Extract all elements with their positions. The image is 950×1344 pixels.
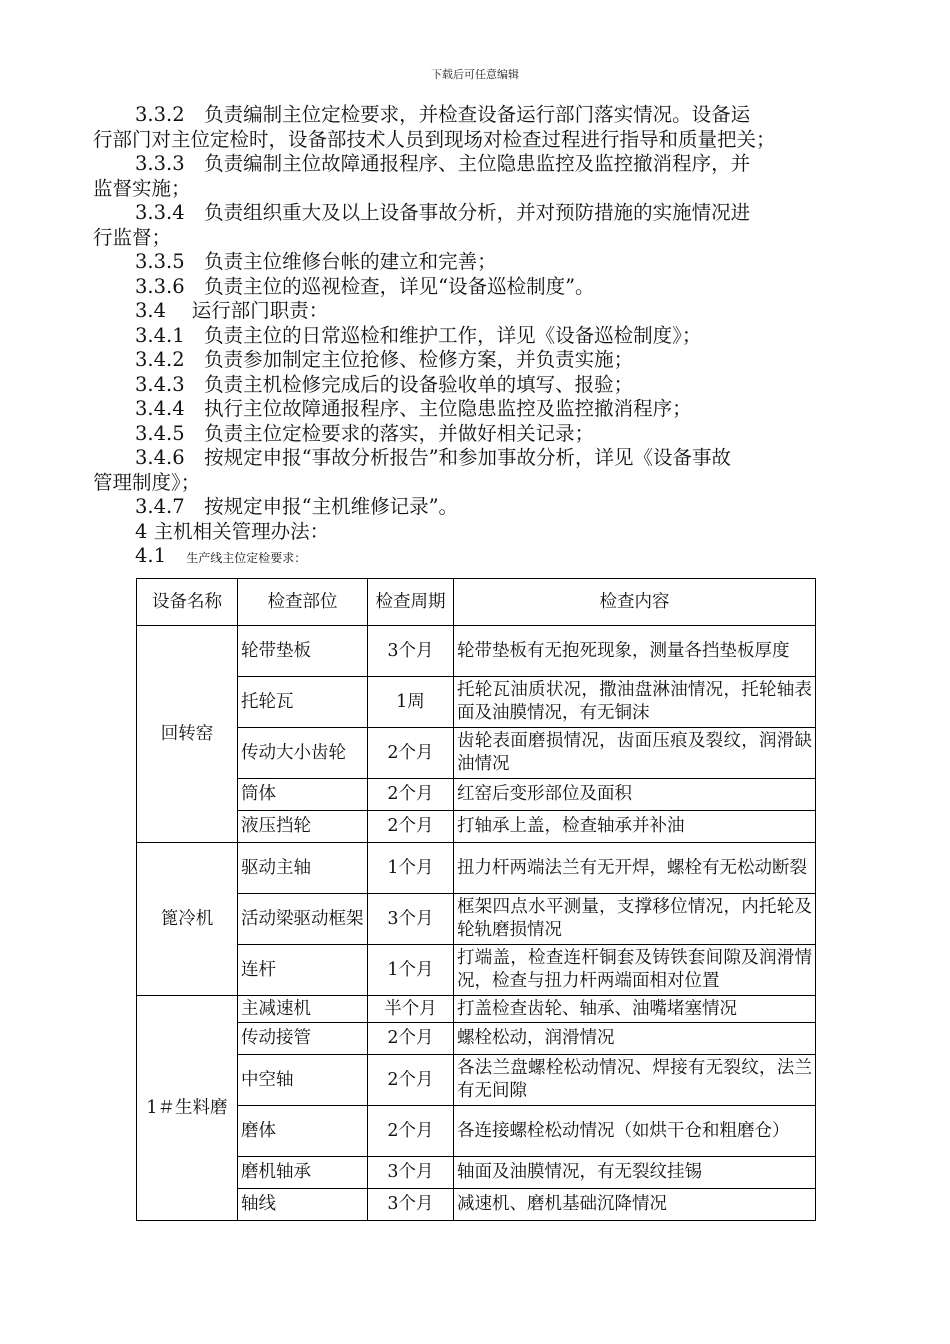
check-cycle: 3个月 [368,626,454,677]
check-cycle: 2个月 [368,779,454,811]
para-line: 3.3.4 负责组织重大及以上设备事故分析，并对预防措施的实施情况进 [135,201,751,224]
check-content: 各连接螺栓松动情况（如烘干仓和粗磨仓） [454,1106,816,1157]
para-line: 3.4.5 负责主位定检要求的落实，并做好相关记录； [135,421,595,445]
table-row [137,626,816,677]
table-row [137,1106,816,1157]
para-line: 3.4.4 执行主位故障通报程序、主位隐患监控及监控撤消程序； [135,397,692,420]
caption-text: 生产线主位定检要求： [186,551,307,565]
check-part: 中空轴 [238,1055,368,1106]
para-line: 3.4.1 负责主位的日常巡检和维护工作，详见《设备巡检制度》； [135,323,702,347]
check-cycle: 3个月 [368,894,454,945]
check-part: 连杆 [238,945,368,996]
table-row [137,945,816,996]
check-part: 活动梁驱动框架 [238,894,368,945]
check-cycle: 半个月 [368,996,454,1023]
table-row [137,843,816,894]
table-row [137,728,816,779]
para-line: 3.3.3 负责编制主位故障通报程序、主位隐患监控及监控撤消程序，并 [135,152,751,175]
caption-number: 4.1 [135,544,167,567]
check-cycle: 1个月 [368,843,454,894]
check-part: 轮带垫板 [238,626,368,677]
check-content: 框架四点水平测量，支撑移位情况，内托轮及轮轨磨损情况 [454,894,816,945]
body-text [93,103,861,571]
para-line: 行监督； [93,225,172,249]
table-row [137,677,816,728]
inspection-table [136,578,816,1221]
check-part: 磨体 [238,1106,368,1157]
table-row [137,894,816,945]
check-part: 磨机轴承 [238,1157,368,1189]
check-part: 传动接管 [238,1023,368,1055]
check-cycle: 2个月 [368,1055,454,1106]
table-row [137,996,816,1023]
check-content: 轮带垫板有无抱死现象，测量各挡垫板厚度 [454,626,816,677]
check-cycle: 2个月 [368,1023,454,1055]
check-part: 主减速机 [238,996,368,1023]
header-cycle: 检查周期 [368,579,454,626]
check-cycle: 1周 [368,677,454,728]
check-content: 打盖检查齿轮、轴承、油嘴堵塞情况 [454,996,816,1023]
check-part: 轴线 [238,1189,368,1221]
check-content: 打轴承上盖，检查轴承并补油 [454,811,816,843]
check-content: 托轮瓦油质状况，撒油盘淋油情况，托轮轴表面及油膜情况，有无铜沫 [454,677,816,728]
check-cycle: 3个月 [368,1157,454,1189]
check-cycle: 2个月 [368,1106,454,1157]
para-line: 3.3.6 负责主位的巡视检查，详见“设备巡检制度”。 [135,274,595,298]
check-part: 液压挡轮 [238,811,368,843]
check-part: 托轮瓦 [238,677,368,728]
check-content: 齿轮表面磨损情况，齿面压痕及裂纹，润滑缺油情况 [454,728,816,779]
check-content: 轴面及油膜情况，有无裂纹挂锡 [454,1157,816,1189]
equipment-name: 1＃生料磨 [137,996,238,1221]
check-content: 打端盖，检查连杆铜套及铸铁套间隙及润滑情况，检查与扭力杆两端面相对位置 [454,945,816,996]
para-line: 3.4.3 负责主机检修完成后的设备验收单的填写、报验； [135,372,634,396]
para-line: 3.3.2 负责编制主位定检要求，并检查设备运行部门落实情况。设备运 [135,103,751,126]
table-row [137,779,816,811]
para-line: 3.4.7 按规定申报“主机维修记录”。 [135,495,459,518]
table-row [137,1189,816,1221]
page-header: 下载后可任意编辑 [431,68,519,81]
check-part: 驱动主轴 [238,843,368,894]
check-content: 减速机、磨机基础沉降情况 [454,1189,816,1221]
check-content: 各法兰盘螺栓松动情况、焊接有无裂纹，法兰有无间隙 [454,1055,816,1106]
header-content: 检查内容 [454,579,816,626]
para-line: 3.4 运行部门职责： [135,299,329,322]
table-row [137,1055,816,1106]
check-cycle: 3个月 [368,1189,454,1221]
para-line: 3.4.6 按规定申报“事故分析报告”和参加事故分析，详见《设备事故 [135,446,732,469]
table-row [137,1023,816,1055]
para-line: 3.3.5 负责主位维修台帐的建立和完善； [135,250,497,273]
equipment-name: 回转窑 [137,626,238,843]
check-cycle: 2个月 [368,811,454,843]
para-line: 3.4.2 负责参加制定主位抢修、检修方案，并负责实施； [135,348,634,371]
check-part: 传动大小齿轮 [238,728,368,779]
table-header-row [137,579,816,626]
para-line: 行部门对主位定检时，设备部技术人员到现场对检查过程进行指导和质量把关； [93,127,776,151]
check-content: 红窑后变形部位及面积 [454,779,816,811]
check-cycle: 1个月 [368,945,454,996]
equipment-name: 篦冷机 [137,843,238,996]
check-part: 筒体 [238,779,368,811]
check-content: 扭力杆两端法兰有无开焊，螺栓有无松动断裂 [454,843,816,894]
check-content: 螺栓松动，润滑情况 [454,1023,816,1055]
table-row [137,811,816,843]
table-caption [93,544,861,571]
check-cycle: 2个月 [368,728,454,779]
table-row [137,1157,816,1189]
para-line: 监督实施； [93,176,191,200]
header-equipment: 设备名称 [137,579,238,626]
para-line: 管理制度》； [93,470,201,494]
header-part: 检查部位 [238,579,368,626]
section-heading: 4 主机相关管理办法： [135,519,330,543]
